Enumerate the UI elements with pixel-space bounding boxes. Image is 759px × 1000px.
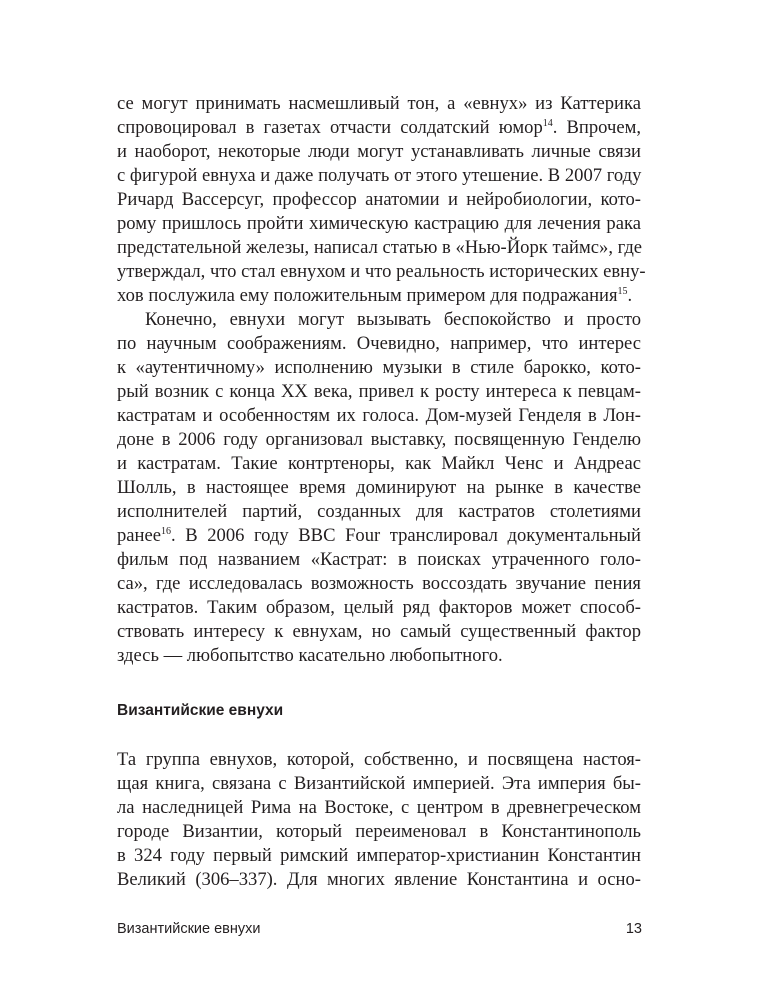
text-line [117,524,641,548]
line-text: предстательной железы, написал статью в «Нью-Йорк таймс», где [117,237,643,258]
text-line [117,116,641,140]
text-line [117,500,641,524]
line-text: са», где исследовалась возможность воссоздать звучание пения [117,573,641,594]
line-text: кастратам и особенностям их голоса. Дом-музей Генделя в Лон- [117,405,641,426]
line-text: . В 2006 году BBC Four транслировал документальный [171,525,641,546]
text-line [117,572,641,596]
text-line [117,356,641,380]
footnote-ref[interactable]: 16 [161,526,172,537]
text-line [117,820,641,844]
line-text: исполнителей партий, созданных для кастратов столетиями [117,501,641,522]
text-line [117,452,641,476]
text-line [117,796,641,820]
text-line [117,772,641,796]
line-text: хов послужила ему положительным примером для подражания [117,285,618,306]
line-text: по научным соображениям. Очевидно, например, что интерес [117,333,641,354]
text-line [117,868,641,892]
text-line [117,428,641,452]
line-text: . [627,285,633,306]
section-heading: Византийские евнухи [117,702,284,719]
line-text: городе Византии, который переименовал в Константинополь [117,821,641,842]
line-text: Шолль, в настоящее время доминируют на рынке в качестве [117,477,641,498]
line-text: утверждал, что стал евнухом и что реальность исторических евну- [117,261,646,282]
text-line [117,644,641,668]
line-text: фильм под названием «Кастрат: в поисках утраченного голо- [117,549,641,570]
text-line [117,308,641,332]
line-text: се могут принимать насмешливый тон, а «евнух» из Каттерика [117,93,641,114]
line-text: в 324 году первый римский император-христианин Константин [117,845,641,866]
text-line [117,404,641,428]
text-line [117,748,641,772]
footnote-ref[interactable]: 15 [617,286,628,297]
text-line [117,164,641,188]
line-text: спровоцировал в газетах отчасти солдатский юмор [117,117,543,138]
text-line [117,548,641,572]
text-block-bottom [117,748,641,892]
line-text: Ричард Вассерсуг, профессор анатомии и нейробиологии, кото- [117,189,641,210]
line-text: и наоборот, некоторые люди могут устанавливать личные связи [117,141,641,162]
text-block-top [117,92,646,668]
text-line [117,380,641,404]
line-text: Великий (306–337). Для многих явление Константина и осно- [117,869,641,890]
line-text: рому пришлось пройти химическую кастрацию для лечения рака [117,213,641,234]
running-title: Византийские евнухи [117,921,261,937]
text-line [117,188,641,212]
line-text: рый возник с конца XX века, привел к росту интереса к певцам- [117,381,641,402]
text-line [117,92,641,116]
line-text: с фигурой евнуха и даже получать от этого утешение. В 2007 году [117,165,642,186]
text-line [117,332,641,356]
text-line [117,620,641,644]
text-line [117,284,641,308]
text-line [117,236,641,260]
text-line [117,260,646,284]
page-number: 13 [625,921,642,937]
footnote-ref[interactable]: 14 [542,118,553,129]
line-text: . Впрочем, [552,117,642,138]
line-text: к «аутентичному» исполнению музыки в стиле барокко, кото- [117,357,641,378]
text-line [117,596,641,620]
text-line [117,844,641,868]
line-text: Та группа евнухов, которой, собственно, и посвящена настоя- [117,749,641,770]
text-line [117,212,641,236]
line-text: ствовать интересу к евнухам, но самый существенный фактор [117,621,641,642]
line-text: ранее [117,525,162,546]
line-text: Конечно, евнухи могут вызывать беспокойство и просто [145,309,641,330]
line-text: щая книга, связана с Византийской империей. Эта империя бы- [117,773,641,794]
line-text: доне в 2006 году организовал выставку, посвященную Генделю [117,429,641,450]
line-text: здесь — любопытство касательно любопытного. [117,645,503,666]
line-text: ла наследницей Рима на Востоке, с центром в древнегреческом [117,797,641,818]
line-text: и кастратам. Такие контртеноры, как Майкл Ченс и Андреас [117,453,641,474]
line-text: кастратов. Таким образом, целый ряд факторов может способ- [117,597,641,618]
text-line [117,476,641,500]
text-line [117,140,641,164]
